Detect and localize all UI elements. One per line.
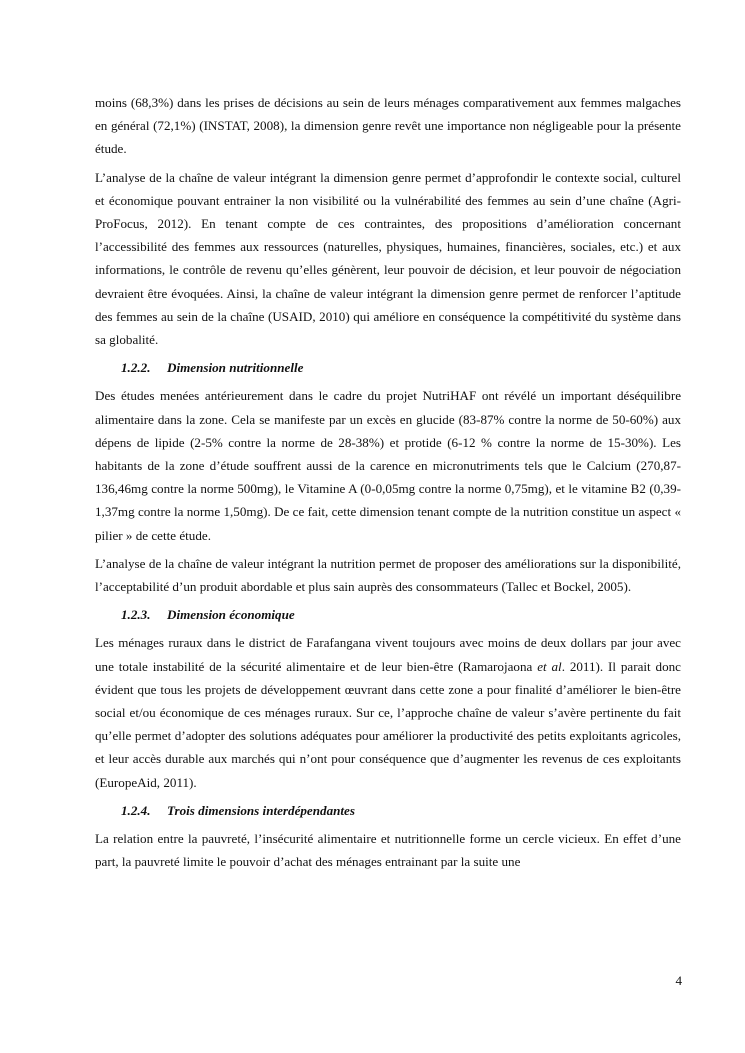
paragraph-gender-analysis: L’analyse de la chaîne de valeur intégrant la dimension genre permet d’approfondir le contexte social, culturel et économique pouvant entrainer la non visibilité ou la vulnérabilité des femmes au sein d’une chaîne (Agri-ProFocus, 2012). En tenant compte de ces contraintes, des propositions d’amélioration concernant l’accessibilité des femmes aux ressources (naturelles, physiques, humaines, financières, sociales, etc.) et aux informations, le contrôle de revenu qu’elles génèrent, leur pouvoir de décision, et leur pouvoir de négociation devraient être évoquées. Ainsi, la chaîne de valeur intégrant la dimension genre permet de renforcer l’aptitude des femmes au sein de la chaîne (USAID, 2010) qui améliore en conséquence la compétitivité du système dans sa globalité. bbox=[95, 169, 681, 348]
page-number: 4 bbox=[675, 973, 682, 988]
section-number: 1.2.2. bbox=[121, 360, 151, 376]
paragraph-text-part: . 2011). Il parait donc évident que tous les projets de développement œuvrant dans cette zone a pour finalité d’améliorer le bien-être social et/ou économique de ces ménages ruraux. Sur ce, l’approche chaîne de valeur s’avère pertinente du fait qu’elle permet d’adopter des solutions adéquates pour améliorer la productivité des petits exploitants agricoles, et leur accès durable aux marchés qui n’ont pour conséquence que d’augmenter les revenus de ces exploitants (EuropeAid, 2011). bbox=[95, 658, 681, 790]
paragraph-interdependent-dimensions: La relation entre la pauvreté, l’insécurité alimentaire et nutritionnelle forme un cercle vicieux. En effet d’une part, la pauvreté limite le pouvoir d’achat des ménages entrainant par la suite une bbox=[95, 831, 681, 870]
section-heading-1-2-4 bbox=[95, 799, 681, 822]
paragraph-nutrition-studies: Des études menées antérieurement dans le cadre du projet NutriHAF ont révélé un important déséquilibre alimentaire dans la zone. Cela se manifeste par un excès en glucide (83-87% contre la norme de 50-60%) aux dépens de lipide (2-5% contre la norme de 28-38%) et protide (6-12 % contre la norme de 15-30%). Les habitants de la zone d’étude souffrent aussi de la carence en micronutriments tels que le Calcium (270,87-136,46mg contre la norme 500mg), le Vitamine A (0-0,05mg contre la norme 0,75mg), et le vitamine B2 (0,39-1,37mg contre la norme 1,50mg). De ce fait, cette dimension tenant compte de la nutrition constitue un aspect « pilier » de cette étude. bbox=[95, 388, 681, 543]
paragraph-economic-dimension bbox=[95, 631, 681, 793]
page-body bbox=[95, 91, 681, 879]
section-number: 1.2.3. bbox=[121, 607, 151, 623]
section-title: Dimension économique bbox=[167, 607, 295, 623]
section-heading-1-2-3 bbox=[95, 603, 681, 626]
italic-et-al: et al bbox=[537, 658, 562, 674]
section-title: Trois dimensions interdépendantes bbox=[167, 802, 355, 818]
section-number: 1.2.4. bbox=[121, 802, 151, 818]
paragraph-gender-intro: moins (68,3%) dans les prises de décisions au sein de leurs ménages comparativement aux femmes malgaches en général (72,1%) (INSTAT, 2008), la dimension genre revêt une importance non négligeable pour la présente étude. bbox=[95, 95, 681, 157]
section-heading-1-2-2 bbox=[95, 356, 681, 379]
section-title: Dimension nutritionnelle bbox=[167, 360, 304, 376]
paragraph-nutrition-analysis: L’analyse de la chaîne de valeur intégrant la nutrition permet de proposer des améliorations sur la disponibilité, l’acceptabilité d’un produit abordable et plus sain auprès des consommateurs (Tallec et Bockel, 2005). bbox=[95, 555, 681, 595]
paragraph-text-part: Les ménages ruraux dans le district de Farafangana vivent toujours avec moins de deux dollars par jour avec une totale instabilité de la sécurité alimentaire et de leur bien-être (Ramarojaona bbox=[95, 635, 681, 674]
